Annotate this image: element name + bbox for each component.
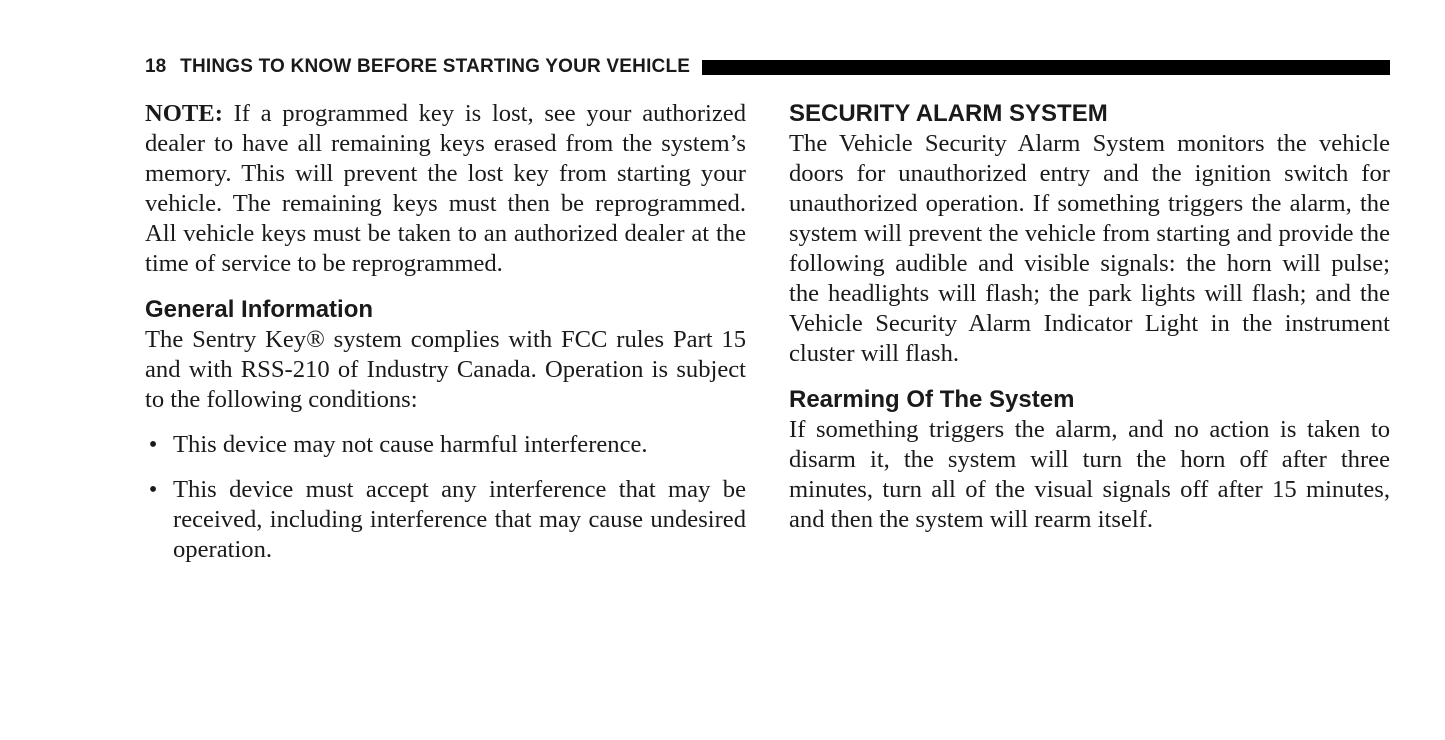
page-number: 18 [145, 56, 167, 77]
security-alarm-heading: SECURITY ALARM SYSTEM [789, 100, 1108, 127]
general-information-heading: General Information [145, 296, 374, 323]
general-information-text: The Sentry Key® system complies with FCC rules Part 15 and with RSS-210 of Industry Canada. Operation is subject to the following conditions: [145, 326, 746, 413]
page-header [145, 55, 1390, 79]
conditions-list [145, 430, 746, 565]
note-paragraph [145, 99, 746, 279]
bullet-icon: • [148, 476, 158, 503]
list-item-text: This device must accept any interference that may be received, including interference that may cause undesired operation. [173, 476, 746, 563]
header-rule [702, 60, 1390, 75]
list-item [145, 475, 746, 565]
list-item [145, 430, 746, 460]
note-label: NOTE: [145, 100, 223, 127]
left-column [145, 99, 746, 580]
security-alarm-text: The Vehicle Security Alarm System monitors the vehicle doors for unauthorized entry and the ignition switch for unauthorized operation. If something triggers the alarm, the system will prevent the vehicle from starting and provide the following audible and visible signals: the horn will pulse; the headlights will flash; the park lights will flash; and the Vehicle Security Alarm Indicator Light in the instrument cluster will flash. [789, 130, 1390, 367]
running-title: THINGS TO KNOW BEFORE STARTING YOUR VEHICLE [180, 56, 691, 77]
right-column [789, 99, 1390, 535]
bullet-icon: • [148, 431, 158, 458]
rearming-heading: Rearming Of The System [789, 386, 1075, 413]
rearming-text: If something triggers the alarm, and no action is taken to disarm it, the system will turn the horn off after three minutes, turn all of the visual signals off after 15 minutes, and then the system will rearm itself. [789, 416, 1390, 533]
list-item-text: This device may not cause harmful interference. [173, 431, 648, 458]
note-text: If a programmed key is lost, see your authorized dealer to have all remaining keys erased from the system’s memory. This will prevent the lost key from starting your vehicle. The remaining keys must then be reprogrammed. All vehicle keys must be taken to an authorized dealer at the time of service to be reprogrammed. [145, 100, 746, 277]
